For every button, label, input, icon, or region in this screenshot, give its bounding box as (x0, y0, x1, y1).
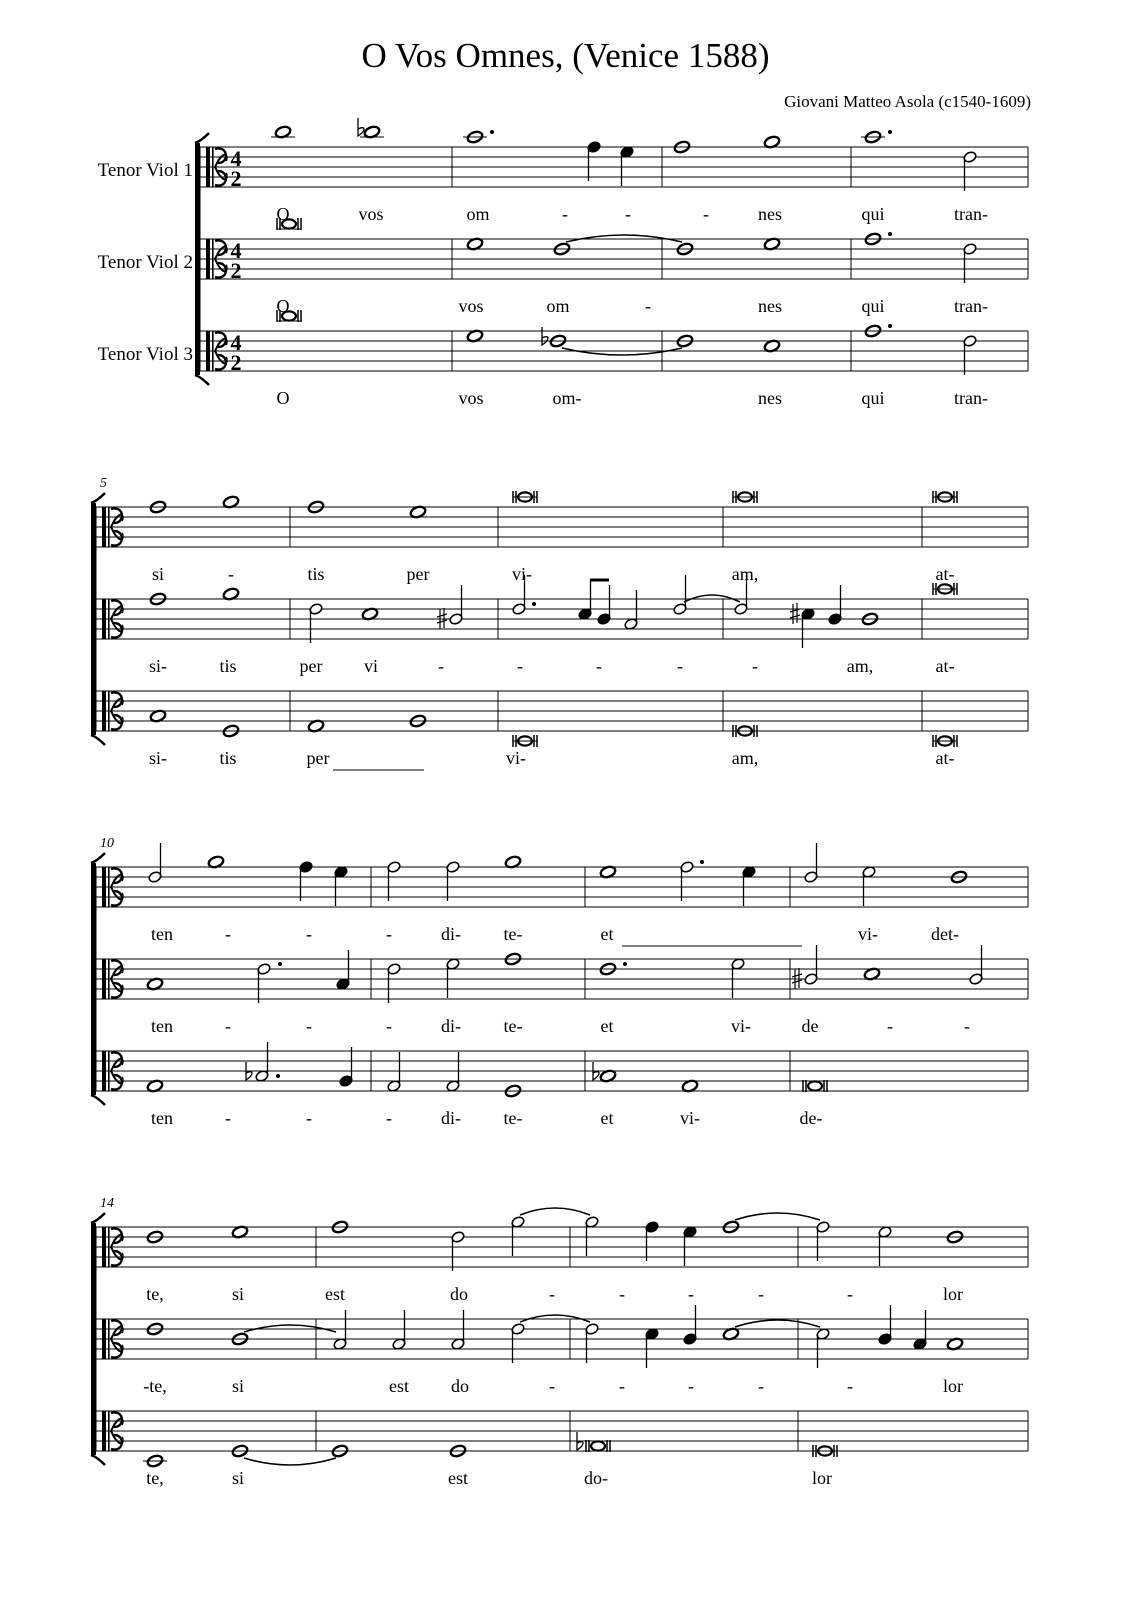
lyric-syllable: nes (758, 388, 782, 408)
lyric-syllable: - (688, 1376, 694, 1396)
system-bracket (91, 1095, 105, 1105)
augmentation-dot (276, 1074, 280, 1078)
lyric-syllable: di- (441, 1108, 461, 1128)
lyric-syllable: - (386, 1016, 392, 1036)
lyric-syllable: qui (861, 388, 885, 408)
lyric-syllable: vos (358, 204, 384, 224)
system-bracket (91, 1223, 96, 1455)
lyric-syllable: - (438, 656, 444, 676)
lyric-syllable: qui (861, 204, 885, 224)
c-clef (108, 599, 110, 639)
lyric-syllable: am, (731, 748, 759, 768)
lyric-syllable: do- (584, 1468, 608, 1488)
lyric-syllable: - (225, 924, 231, 944)
lyric-syllable: te- (503, 1108, 523, 1128)
lyric-syllable: - (619, 1376, 625, 1396)
lyric-syllable: - (596, 656, 602, 676)
system-bracket (91, 1455, 105, 1465)
lyric-syllable: det- (931, 924, 959, 944)
measure-number: 10 (100, 836, 114, 851)
lyric-syllable: - (306, 1108, 312, 1128)
lyric-syllable: - (228, 564, 234, 584)
lyric-syllable: - (625, 204, 631, 224)
lyric-syllable: - (562, 204, 568, 224)
lyric-syllable: di- (441, 1016, 461, 1036)
augmentation-dot (888, 324, 892, 328)
lyric-syllable: - (306, 1016, 312, 1036)
lyric-syllable: tran- (954, 204, 988, 224)
time-signature-numerator: 4 (230, 330, 242, 355)
lyric-syllable: est (389, 1376, 409, 1396)
system-bracket (91, 863, 96, 1095)
lyric-syllable: si (231, 1468, 245, 1488)
c-clef (212, 147, 214, 187)
lyric-syllable: si (231, 1376, 245, 1396)
c-clef (206, 331, 210, 371)
lyric-syllable: - (752, 656, 758, 676)
c-clef (102, 1051, 106, 1091)
lyric-syllable: - (847, 1376, 853, 1396)
lyric-syllable: - (549, 1284, 555, 1304)
lyric-syllable: de- (799, 1108, 823, 1128)
lyric-syllable: - (386, 1108, 392, 1128)
c-clef (108, 867, 110, 907)
lyric-syllable: vi (363, 656, 379, 676)
c-clef (108, 1411, 110, 1451)
lyric-syllable: do (450, 1284, 468, 1304)
lyric-syllable: ten (151, 1108, 173, 1128)
lyric-syllable: te, (146, 1468, 164, 1488)
system-bracket (91, 853, 105, 863)
c-clef (212, 239, 214, 279)
c-clef (102, 1227, 106, 1267)
lyric-syllable: - (225, 1108, 231, 1128)
lyric-syllable: - (847, 1284, 853, 1304)
c-clef (108, 1227, 110, 1267)
system-bracket (91, 503, 96, 735)
lyric-syllable: per (306, 748, 330, 768)
c-clef (102, 1319, 106, 1359)
lyric-syllable: om (466, 204, 490, 224)
lyric-syllable: - (703, 204, 709, 224)
lyric-syllable: - (758, 1284, 764, 1304)
augmentation-dot (532, 602, 536, 606)
lyric-syllable: tis (307, 564, 325, 584)
lyric-syllable: et (600, 1016, 614, 1036)
lyric-syllable: te, (146, 1284, 164, 1304)
flat-accidental (358, 118, 364, 136)
c-clef (102, 867, 106, 907)
c-clef (102, 1411, 106, 1451)
lyric-syllable: tis (219, 748, 237, 768)
lyric-syllable: nes (758, 204, 782, 224)
lyric-syllable: -te, (143, 1376, 167, 1396)
lyric-syllable: - (758, 1376, 764, 1396)
lyric-syllable: lor (943, 1284, 963, 1304)
lyric-syllable: do (451, 1376, 469, 1396)
augmentation-dot (490, 130, 494, 134)
lyric-syllable: lor (943, 1376, 963, 1396)
lyric-syllable: - (688, 1284, 694, 1304)
lyric-syllable: vos (458, 296, 484, 316)
c-clef (212, 331, 214, 371)
time-signature-numerator: 4 (230, 238, 242, 263)
time-signature-denominator: 2 (230, 350, 242, 375)
c-clef (206, 147, 210, 187)
tie (735, 1213, 820, 1220)
lyric-syllable: vi- (512, 564, 532, 584)
lyric-syllable: si (151, 564, 165, 584)
measure-number: 5 (100, 476, 107, 491)
sharp-accidental (790, 603, 800, 624)
lyric-syllable: - (549, 1376, 555, 1396)
lyric-syllable: si- (149, 656, 167, 676)
c-clef (102, 507, 106, 547)
lyric-syllable: te- (503, 924, 523, 944)
lyric-syllable: tis (219, 656, 237, 676)
lyric-syllable: at- (935, 748, 955, 768)
lyric-syllable: et (600, 1108, 614, 1128)
lyric-syllable: lor (812, 1468, 832, 1488)
lyric-syllable: per (406, 564, 430, 584)
c-clef (102, 959, 106, 999)
lyric-syllable: - (517, 656, 523, 676)
lyric-syllable: at- (935, 564, 955, 584)
lyric-syllable: - (386, 924, 392, 944)
lyric-syllable: vos (458, 388, 484, 408)
lyric-syllable: - (645, 296, 651, 316)
lyric-syllable: per (299, 656, 323, 676)
lyric-syllable: vi- (680, 1108, 700, 1128)
c-clef (108, 1319, 110, 1359)
lyric-syllable: am, (846, 656, 874, 676)
c-clef (102, 599, 106, 639)
part-name-tenor-viol-3: Tenor Viol 3 (97, 344, 193, 365)
lyric-syllable: - (306, 924, 312, 944)
c-clef (102, 691, 106, 731)
lyric-syllable: om- (552, 388, 582, 408)
lyric-syllable: at- (935, 656, 955, 676)
time-signature-denominator: 2 (230, 166, 242, 191)
augmentation-dot (888, 232, 892, 236)
augmentation-dot (700, 860, 704, 864)
lyric-syllable: - (964, 1016, 970, 1036)
augmentation-dot (888, 130, 892, 134)
c-clef (108, 1051, 110, 1091)
lyric-syllable: vi- (858, 924, 878, 944)
lyric-syllable: am, (731, 564, 759, 584)
lyric-syllable: te- (503, 1016, 523, 1036)
system-bracket (195, 133, 209, 143)
lyric-syllable: nes (758, 296, 782, 316)
lyric-syllable: vi- (506, 748, 526, 768)
note-breve (808, 1081, 822, 1090)
tie (244, 1458, 336, 1465)
time-signature-denominator: 2 (230, 258, 242, 283)
lyric-syllable: O (276, 296, 290, 316)
augmentation-dot (278, 962, 282, 966)
lyric-syllable: qui (861, 296, 885, 316)
lyric-syllable: vi- (731, 1016, 751, 1036)
part-name-tenor-viol-2: Tenor Viol 2 (97, 252, 193, 273)
tie (520, 1208, 590, 1215)
augmentation-dot (623, 962, 627, 966)
c-clef (108, 691, 110, 731)
c-clef (108, 959, 110, 999)
flat-accidental (542, 327, 548, 345)
lyric-syllable: - (225, 1016, 231, 1036)
lyric-syllable: si (231, 1284, 245, 1304)
score-title: O Vos Omnes, (Venice 1588) (361, 36, 770, 75)
system-bracket (91, 735, 105, 745)
note-breve (591, 1441, 605, 1450)
lyric-syllable: - (887, 1016, 893, 1036)
time-signature-numerator: 4 (230, 146, 242, 171)
lyric-syllable: est (448, 1468, 468, 1488)
system-bracket (195, 143, 200, 375)
system-bracket (195, 375, 209, 385)
system-bracket (91, 1213, 105, 1223)
lyric-syllable: - (677, 656, 683, 676)
lyric-syllable: tran- (954, 388, 988, 408)
lyric-syllable: ten (151, 1016, 173, 1036)
lyric-syllable: - (619, 1284, 625, 1304)
lyric-syllable: est (325, 1284, 345, 1304)
lyric-syllable: ten (151, 924, 173, 944)
lyric-syllable: et (600, 924, 614, 944)
lyric-syllable: O (276, 388, 290, 408)
lyric-syllable: di- (441, 924, 461, 944)
part-name-tenor-viol-1: Tenor Viol 1 (97, 160, 193, 181)
composer-credit: Giovani Matteo Asola (c1540-1609) (784, 92, 1031, 111)
c-clef (108, 507, 110, 547)
tie (735, 1320, 820, 1327)
lyric-syllable: tran- (954, 296, 988, 316)
c-clef (206, 239, 210, 279)
lyric-syllable: de (801, 1016, 819, 1036)
system-bracket (91, 493, 105, 503)
measure-number: 14 (100, 1196, 114, 1211)
lyric-syllable: si- (149, 748, 167, 768)
lyric-syllable: om (546, 296, 570, 316)
lyric-syllable: O (276, 204, 290, 224)
